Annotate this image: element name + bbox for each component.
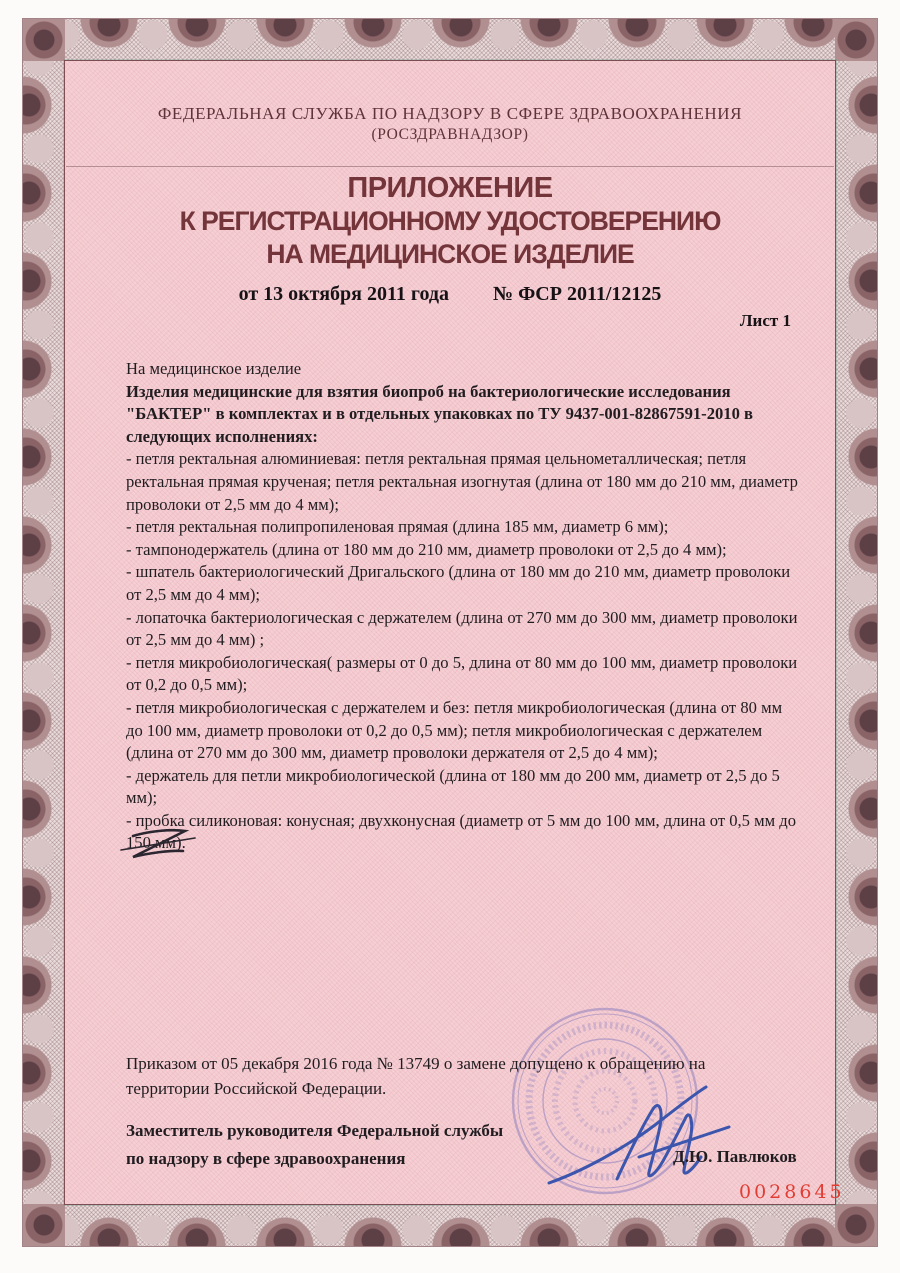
registration-date: от 13 октября 2011 года: [238, 283, 450, 305]
device-description-block: [126, 358, 800, 855]
border-corner-top-left: [23, 19, 65, 61]
signatory-name: Д.Ю. Павлюков: [673, 1147, 797, 1166]
device-variant-item: - петля ректальная полипропиленовая прямая (длина 185 мм, диаметр 6 мм);: [126, 517, 669, 537]
device-variant-item: - пробка силиконовая: конусная; двухконусная (диаметр от 5 мм до 100 мм, длина от 0,5 мм до 150 мм).: [126, 810, 797, 853]
border-edge-bottom: [65, 1204, 835, 1246]
border-edge-top: [65, 19, 835, 61]
device-variant-item: - шпатель бактериологический Дригальского (длина от 180 мм до 210 мм, диаметр проволоки от 2,5 мм до 4 мм);: [126, 562, 791, 604]
authority-short-name: (РОСЗДРАВНАДЗОР): [371, 126, 529, 143]
document-title-line2: К РЕГИСТРАЦИОННОМУ УДОСТОВЕРЕНИЮ: [179, 206, 721, 236]
issuing-authority-header: [65, 103, 835, 145]
device-variant-item: - петля микробиологическая( размеры от 0 до 5, длина от 80 мм до 100 мм, диаметр проволоки от 0,2 до 0,5 мм);: [126, 652, 798, 695]
border-corner-bottom-left: [23, 1204, 65, 1246]
document-title: [65, 171, 835, 271]
registration-row: [65, 283, 835, 306]
border-corner-bottom-right: [835, 1204, 877, 1246]
form-serial-number: 0028645: [739, 1181, 845, 1203]
document-title-line1: ПРИЛОЖЕНИЕ: [347, 172, 553, 204]
certificate-field: [64, 60, 845, 1205]
device-name: Изделия медицинские для взятия биопроб на бактериологические исследования "БАКТЕР" в комплектах и в отдельных упаковках по ТУ 9437-001-82867591-2010 в следующих исполнениях:: [126, 381, 753, 446]
registration-number: № ФСР 2011/12125: [493, 283, 662, 305]
end-of-text-z-mark: [119, 824, 209, 869]
device-variant-item: - петля ректальная алюминиевая: петля ректальная прямая цельнометаллическая; петля ректальная прямая крученая; петля ректальная изогнутая (длина от 180 мм до 210 мм, диаметр проволоки от 2,5 мм до 4 мм);: [126, 449, 798, 514]
device-variant-item: - держатель для петли микробиологической (длина от 180 мм до 200 мм, диаметр от 2,5 до 5 мм);: [126, 765, 780, 808]
device-variant-item: - тампонодержатель (длина от 180 мм до 210 мм, диаметр проволоки от 2,5 до 4 мм);: [126, 539, 727, 559]
signatory-title-line1: Заместитель руководителя Федеральной службы: [126, 1121, 504, 1140]
signatory-title: [126, 1117, 546, 1172]
signatory-title-line2: по надзору в сфере здравоохранения: [126, 1148, 406, 1168]
sheet-number-label: Лист 1: [739, 311, 791, 330]
replacement-order-text: Приказом от 05 декабря 2016 года № 13749 о замене допущено к обращению на территории Российской Федерации.: [126, 1054, 706, 1098]
border-corner-top-right: [835, 19, 877, 61]
document-title-line3: НА МЕДИЦИНСКОЕ ИЗДЕЛИЕ: [266, 239, 634, 269]
device-variant-item: - лопаточка бактериологическая с держателем (длина от 270 мм до 300 мм, диаметр проволоки от 2,5 мм до 4 мм) ;: [126, 607, 798, 650]
border-edge-left: [23, 61, 65, 1204]
authority-name: ФЕДЕРАЛЬНАЯ СЛУЖБА ПО НАДЗОРУ В СФЕРЕ ЗДРАВООХРАНЕНИЯ: [157, 104, 743, 123]
header-divider-line: [66, 166, 834, 167]
device-variant-item: - петля микробиологическая с держателем и без: петля микробиологическая (длина от 80 мм до 100 мм, диаметр проволоки от 0,2 до 0,5 мм); петля микробиологическая с держателем (длина от 270 мм до 300 мм, диаметр проволоки держателя от 2,5 до 4 мм);: [126, 697, 783, 763]
border-edge-right: [835, 61, 877, 1204]
intro-line: На медицинское изделие: [126, 359, 302, 378]
